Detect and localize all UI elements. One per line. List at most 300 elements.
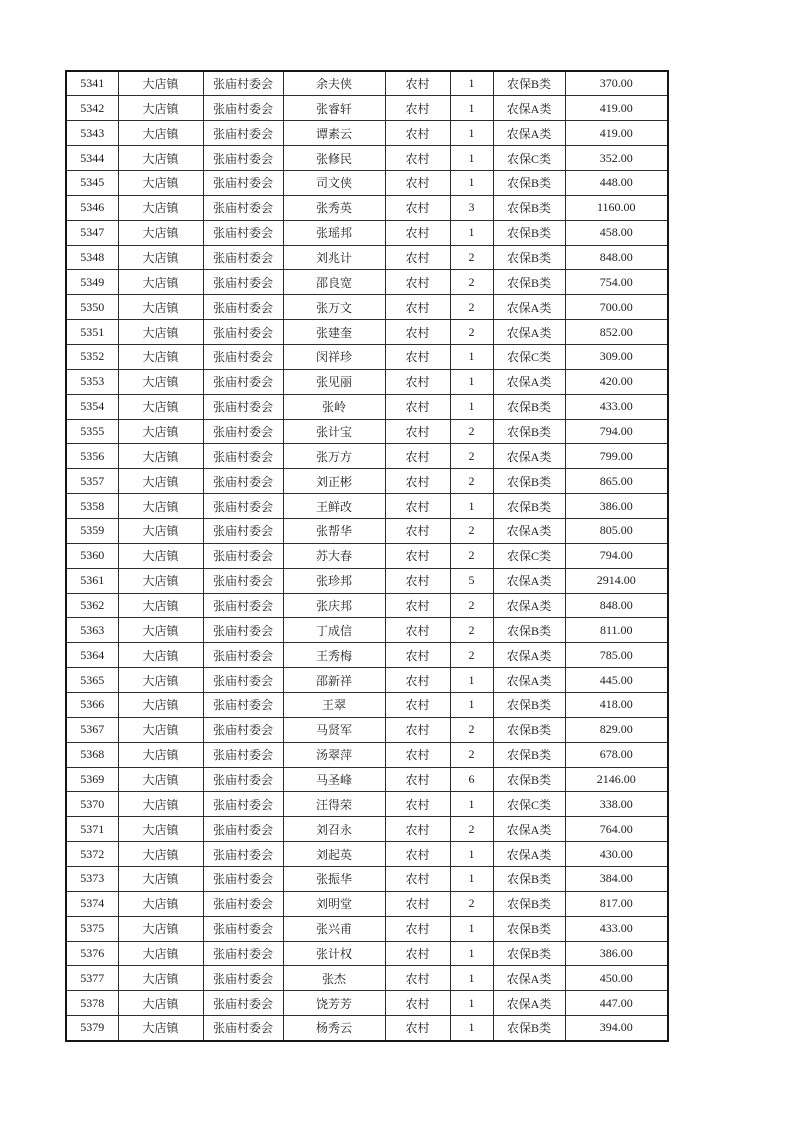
table-row bbox=[66, 344, 668, 369]
cell-person-name: 司文侠 bbox=[283, 170, 385, 195]
cell-amount: 2914.00 bbox=[565, 568, 668, 593]
cell-town: 大店镇 bbox=[118, 643, 203, 668]
table-row bbox=[66, 295, 668, 320]
cell-serial: 5369 bbox=[66, 767, 118, 792]
cell-town: 大店镇 bbox=[118, 991, 203, 1016]
cell-area-type: 农村 bbox=[385, 916, 450, 941]
cell-person-name: 张振华 bbox=[283, 867, 385, 892]
cell-person-name: 刘起英 bbox=[283, 842, 385, 867]
cell-serial: 5351 bbox=[66, 320, 118, 345]
cell-insurance-type: 农保A类 bbox=[493, 444, 565, 469]
cell-town: 大店镇 bbox=[118, 419, 203, 444]
cell-town: 大店镇 bbox=[118, 494, 203, 519]
cell-person-name: 刘正彬 bbox=[283, 469, 385, 494]
cell-serial: 5357 bbox=[66, 469, 118, 494]
cell-area-type: 农村 bbox=[385, 767, 450, 792]
cell-village: 张庙村委会 bbox=[203, 767, 283, 792]
cell-serial: 5356 bbox=[66, 444, 118, 469]
cell-area-type: 农村 bbox=[385, 369, 450, 394]
cell-person-count: 2 bbox=[450, 593, 493, 618]
cell-town: 大店镇 bbox=[118, 146, 203, 171]
table-row bbox=[66, 71, 668, 96]
cell-person-name: 谭素云 bbox=[283, 121, 385, 146]
cell-serial: 5352 bbox=[66, 344, 118, 369]
table-row bbox=[66, 444, 668, 469]
cell-village: 张庙村委会 bbox=[203, 842, 283, 867]
cell-insurance-type: 农保B类 bbox=[493, 270, 565, 295]
cell-village: 张庙村委会 bbox=[203, 891, 283, 916]
cell-town: 大店镇 bbox=[118, 792, 203, 817]
cell-person-name: 闵祥珍 bbox=[283, 344, 385, 369]
cell-area-type: 农村 bbox=[385, 1016, 450, 1041]
cell-village: 张庙村委会 bbox=[203, 469, 283, 494]
cell-person-name: 刘明堂 bbox=[283, 891, 385, 916]
table-row bbox=[66, 1016, 668, 1041]
cell-area-type: 农村 bbox=[385, 568, 450, 593]
cell-village: 张庙村委会 bbox=[203, 245, 283, 270]
cell-village: 张庙村委会 bbox=[203, 170, 283, 195]
cell-area-type: 农村 bbox=[385, 668, 450, 693]
cell-person-name: 杨秀云 bbox=[283, 1016, 385, 1041]
cell-person-count: 6 bbox=[450, 767, 493, 792]
table-row bbox=[66, 643, 668, 668]
cell-area-type: 农村 bbox=[385, 867, 450, 892]
cell-village: 张庙村委会 bbox=[203, 668, 283, 693]
cell-serial: 5376 bbox=[66, 941, 118, 966]
cell-person-count: 1 bbox=[450, 842, 493, 867]
cell-person-count: 2 bbox=[450, 320, 493, 345]
cell-amount: 433.00 bbox=[565, 394, 668, 419]
cell-person-name: 丁成信 bbox=[283, 618, 385, 643]
cell-amount: 433.00 bbox=[565, 916, 668, 941]
cell-town: 大店镇 bbox=[118, 966, 203, 991]
cell-insurance-type: 农保B类 bbox=[493, 941, 565, 966]
cell-person-name: 汪得荣 bbox=[283, 792, 385, 817]
table-row bbox=[66, 767, 668, 792]
cell-amount: 785.00 bbox=[565, 643, 668, 668]
cell-town: 大店镇 bbox=[118, 568, 203, 593]
cell-person-count: 1 bbox=[450, 941, 493, 966]
cell-person-count: 1 bbox=[450, 121, 493, 146]
cell-serial: 5359 bbox=[66, 518, 118, 543]
table-row bbox=[66, 941, 668, 966]
cell-serial: 5343 bbox=[66, 121, 118, 146]
cell-village: 张庙村委会 bbox=[203, 941, 283, 966]
cell-town: 大店镇 bbox=[118, 518, 203, 543]
cell-village: 张庙村委会 bbox=[203, 692, 283, 717]
cell-person-count: 2 bbox=[450, 717, 493, 742]
cell-town: 大店镇 bbox=[118, 692, 203, 717]
cell-person-name: 马贤军 bbox=[283, 717, 385, 742]
cell-person-count: 2 bbox=[450, 444, 493, 469]
cell-insurance-type: 农保B类 bbox=[493, 469, 565, 494]
cell-amount: 338.00 bbox=[565, 792, 668, 817]
cell-person-count: 2 bbox=[450, 742, 493, 767]
cell-serial: 5350 bbox=[66, 295, 118, 320]
cell-village: 张庙村委会 bbox=[203, 618, 283, 643]
cell-area-type: 农村 bbox=[385, 146, 450, 171]
cell-amount: 852.00 bbox=[565, 320, 668, 345]
cell-village: 张庙村委会 bbox=[203, 568, 283, 593]
cell-amount: 418.00 bbox=[565, 692, 668, 717]
table-row bbox=[66, 170, 668, 195]
cell-serial: 5364 bbox=[66, 643, 118, 668]
table-row bbox=[66, 842, 668, 867]
cell-village: 张庙村委会 bbox=[203, 195, 283, 220]
cell-town: 大店镇 bbox=[118, 270, 203, 295]
cell-town: 大店镇 bbox=[118, 444, 203, 469]
cell-insurance-type: 农保B类 bbox=[493, 170, 565, 195]
cell-serial: 5378 bbox=[66, 991, 118, 1016]
cell-town: 大店镇 bbox=[118, 1016, 203, 1041]
cell-insurance-type: 农保A类 bbox=[493, 991, 565, 1016]
cell-town: 大店镇 bbox=[118, 170, 203, 195]
cell-area-type: 农村 bbox=[385, 444, 450, 469]
cell-village: 张庙村委会 bbox=[203, 444, 283, 469]
cell-village: 张庙村委会 bbox=[203, 792, 283, 817]
cell-insurance-type: 农保A类 bbox=[493, 842, 565, 867]
cell-amount: 458.00 bbox=[565, 220, 668, 245]
cell-person-name: 刘召永 bbox=[283, 817, 385, 842]
cell-area-type: 农村 bbox=[385, 543, 450, 568]
cell-town: 大店镇 bbox=[118, 842, 203, 867]
cell-area-type: 农村 bbox=[385, 842, 450, 867]
cell-village: 张庙村委会 bbox=[203, 220, 283, 245]
table-row bbox=[66, 245, 668, 270]
cell-person-name: 张帮华 bbox=[283, 518, 385, 543]
cell-insurance-type: 农保B类 bbox=[493, 394, 565, 419]
cell-village: 张庙村委会 bbox=[203, 146, 283, 171]
cell-amount: 352.00 bbox=[565, 146, 668, 171]
cell-area-type: 农村 bbox=[385, 419, 450, 444]
cell-person-count: 1 bbox=[450, 170, 493, 195]
cell-insurance-type: 农保B类 bbox=[493, 767, 565, 792]
cell-person-count: 1 bbox=[450, 991, 493, 1016]
cell-village: 张庙村委会 bbox=[203, 1016, 283, 1041]
cell-serial: 5342 bbox=[66, 96, 118, 121]
cell-insurance-type: 农保A类 bbox=[493, 568, 565, 593]
table-row bbox=[66, 146, 668, 171]
cell-amount: 419.00 bbox=[565, 121, 668, 146]
cell-person-count: 1 bbox=[450, 966, 493, 991]
cell-serial: 5348 bbox=[66, 245, 118, 270]
cell-area-type: 农村 bbox=[385, 71, 450, 96]
cell-person-count: 3 bbox=[450, 195, 493, 220]
table-row bbox=[66, 96, 668, 121]
cell-village: 张庙村委会 bbox=[203, 344, 283, 369]
cell-person-count: 1 bbox=[450, 668, 493, 693]
cell-person-name: 张修民 bbox=[283, 146, 385, 171]
cell-person-count: 1 bbox=[450, 916, 493, 941]
cell-amount: 309.00 bbox=[565, 344, 668, 369]
cell-amount: 848.00 bbox=[565, 245, 668, 270]
cell-person-count: 1 bbox=[450, 394, 493, 419]
cell-person-count: 1 bbox=[450, 792, 493, 817]
cell-serial: 5368 bbox=[66, 742, 118, 767]
cell-person-name: 张瑶邦 bbox=[283, 220, 385, 245]
cell-town: 大店镇 bbox=[118, 71, 203, 96]
cell-area-type: 农村 bbox=[385, 121, 450, 146]
cell-town: 大店镇 bbox=[118, 742, 203, 767]
cell-amount: 678.00 bbox=[565, 742, 668, 767]
table-row bbox=[66, 121, 668, 146]
cell-person-count: 2 bbox=[450, 245, 493, 270]
cell-person-name: 张睿轩 bbox=[283, 96, 385, 121]
cell-serial: 5344 bbox=[66, 146, 118, 171]
cell-village: 张庙村委会 bbox=[203, 394, 283, 419]
table-row bbox=[66, 916, 668, 941]
table-row bbox=[66, 320, 668, 345]
cell-amount: 794.00 bbox=[565, 543, 668, 568]
cell-serial: 5358 bbox=[66, 494, 118, 519]
table-row bbox=[66, 668, 668, 693]
cell-serial: 5361 bbox=[66, 568, 118, 593]
cell-person-name: 张万文 bbox=[283, 295, 385, 320]
cell-village: 张庙村委会 bbox=[203, 494, 283, 519]
cell-village: 张庙村委会 bbox=[203, 96, 283, 121]
cell-area-type: 农村 bbox=[385, 692, 450, 717]
cell-area-type: 农村 bbox=[385, 518, 450, 543]
cell-village: 张庙村委会 bbox=[203, 966, 283, 991]
cell-person-name: 邵良宽 bbox=[283, 270, 385, 295]
cell-person-count: 1 bbox=[450, 369, 493, 394]
cell-insurance-type: 农保B类 bbox=[493, 742, 565, 767]
cell-town: 大店镇 bbox=[118, 618, 203, 643]
cell-village: 张庙村委会 bbox=[203, 593, 283, 618]
cell-person-name: 王翠 bbox=[283, 692, 385, 717]
cell-person-name: 苏大春 bbox=[283, 543, 385, 568]
cell-area-type: 农村 bbox=[385, 717, 450, 742]
cell-insurance-type: 农保A类 bbox=[493, 320, 565, 345]
cell-area-type: 农村 bbox=[385, 742, 450, 767]
cell-person-count: 1 bbox=[450, 1016, 493, 1041]
cell-village: 张庙村委会 bbox=[203, 270, 283, 295]
cell-person-name: 张兴甫 bbox=[283, 916, 385, 941]
cell-village: 张庙村委会 bbox=[203, 717, 283, 742]
cell-person-count: 2 bbox=[450, 643, 493, 668]
cell-serial: 5353 bbox=[66, 369, 118, 394]
cell-serial: 5354 bbox=[66, 394, 118, 419]
cell-insurance-type: 农保A类 bbox=[493, 593, 565, 618]
cell-village: 张庙村委会 bbox=[203, 419, 283, 444]
cell-area-type: 农村 bbox=[385, 891, 450, 916]
cell-amount: 794.00 bbox=[565, 419, 668, 444]
cell-town: 大店镇 bbox=[118, 320, 203, 345]
cell-area-type: 农村 bbox=[385, 991, 450, 1016]
cell-person-name: 王鲜改 bbox=[283, 494, 385, 519]
pension-roster-table bbox=[65, 70, 669, 1042]
cell-serial: 5373 bbox=[66, 867, 118, 892]
cell-town: 大店镇 bbox=[118, 916, 203, 941]
table-row bbox=[66, 817, 668, 842]
cell-town: 大店镇 bbox=[118, 369, 203, 394]
cell-area-type: 农村 bbox=[385, 792, 450, 817]
cell-amount: 448.00 bbox=[565, 170, 668, 195]
cell-serial: 5360 bbox=[66, 543, 118, 568]
cell-amount: 799.00 bbox=[565, 444, 668, 469]
table-row bbox=[66, 270, 668, 295]
cell-insurance-type: 农保B类 bbox=[493, 494, 565, 519]
cell-amount: 848.00 bbox=[565, 593, 668, 618]
cell-person-name: 饶芳芳 bbox=[283, 991, 385, 1016]
cell-person-count: 1 bbox=[450, 96, 493, 121]
cell-amount: 386.00 bbox=[565, 494, 668, 519]
cell-town: 大店镇 bbox=[118, 817, 203, 842]
table-row bbox=[66, 891, 668, 916]
cell-insurance-type: 农保B类 bbox=[493, 71, 565, 96]
cell-person-count: 5 bbox=[450, 568, 493, 593]
cell-insurance-type: 农保B类 bbox=[493, 1016, 565, 1041]
cell-insurance-type: 农保B类 bbox=[493, 867, 565, 892]
cell-town: 大店镇 bbox=[118, 668, 203, 693]
cell-insurance-type: 农保A类 bbox=[493, 518, 565, 543]
cell-village: 张庙村委会 bbox=[203, 643, 283, 668]
cell-area-type: 农村 bbox=[385, 270, 450, 295]
table-row bbox=[66, 618, 668, 643]
cell-area-type: 农村 bbox=[385, 344, 450, 369]
cell-person-count: 2 bbox=[450, 270, 493, 295]
table-row bbox=[66, 867, 668, 892]
cell-insurance-type: 农保A类 bbox=[493, 668, 565, 693]
cell-amount: 419.00 bbox=[565, 96, 668, 121]
cell-area-type: 农村 bbox=[385, 195, 450, 220]
cell-serial: 5379 bbox=[66, 1016, 118, 1041]
table-row bbox=[66, 195, 668, 220]
cell-insurance-type: 农保B类 bbox=[493, 245, 565, 270]
cell-person-name: 张万方 bbox=[283, 444, 385, 469]
cell-area-type: 农村 bbox=[385, 941, 450, 966]
cell-person-count: 2 bbox=[450, 518, 493, 543]
cell-town: 大店镇 bbox=[118, 344, 203, 369]
cell-serial: 5374 bbox=[66, 891, 118, 916]
cell-area-type: 农村 bbox=[385, 643, 450, 668]
cell-person-count: 2 bbox=[450, 469, 493, 494]
table-row bbox=[66, 543, 668, 568]
cell-amount: 2146.00 bbox=[565, 767, 668, 792]
cell-insurance-type: 农保C类 bbox=[493, 543, 565, 568]
cell-person-name: 张庆邦 bbox=[283, 593, 385, 618]
cell-insurance-type: 农保B类 bbox=[493, 916, 565, 941]
cell-area-type: 农村 bbox=[385, 220, 450, 245]
cell-person-name: 张建奎 bbox=[283, 320, 385, 345]
table-row bbox=[66, 494, 668, 519]
cell-person-count: 1 bbox=[450, 146, 493, 171]
cell-insurance-type: 农保A类 bbox=[493, 369, 565, 394]
table-row bbox=[66, 220, 668, 245]
cell-area-type: 农村 bbox=[385, 96, 450, 121]
cell-area-type: 农村 bbox=[385, 320, 450, 345]
table-row bbox=[66, 966, 668, 991]
cell-person-name: 张杰 bbox=[283, 966, 385, 991]
cell-amount: 805.00 bbox=[565, 518, 668, 543]
cell-village: 张庙村委会 bbox=[203, 817, 283, 842]
cell-serial: 5371 bbox=[66, 817, 118, 842]
cell-area-type: 农村 bbox=[385, 394, 450, 419]
cell-person-name: 张计权 bbox=[283, 941, 385, 966]
cell-town: 大店镇 bbox=[118, 295, 203, 320]
cell-insurance-type: 农保B类 bbox=[493, 618, 565, 643]
table-row bbox=[66, 991, 668, 1016]
table-row bbox=[66, 717, 668, 742]
cell-person-name: 余夫侠 bbox=[283, 71, 385, 96]
table-body bbox=[66, 71, 668, 1041]
cell-town: 大店镇 bbox=[118, 593, 203, 618]
table-row bbox=[66, 369, 668, 394]
cell-area-type: 农村 bbox=[385, 245, 450, 270]
cell-village: 张庙村委会 bbox=[203, 369, 283, 394]
cell-person-count: 2 bbox=[450, 543, 493, 568]
cell-person-name: 王秀梅 bbox=[283, 643, 385, 668]
cell-insurance-type: 农保B类 bbox=[493, 891, 565, 916]
table-row bbox=[66, 518, 668, 543]
cell-serial: 5370 bbox=[66, 792, 118, 817]
cell-serial: 5347 bbox=[66, 220, 118, 245]
cell-town: 大店镇 bbox=[118, 394, 203, 419]
cell-insurance-type: 农保A类 bbox=[493, 295, 565, 320]
cell-person-count: 2 bbox=[450, 817, 493, 842]
cell-area-type: 农村 bbox=[385, 295, 450, 320]
cell-town: 大店镇 bbox=[118, 891, 203, 916]
cell-village: 张庙村委会 bbox=[203, 71, 283, 96]
cell-town: 大店镇 bbox=[118, 220, 203, 245]
cell-serial: 5362 bbox=[66, 593, 118, 618]
cell-amount: 420.00 bbox=[565, 369, 668, 394]
cell-insurance-type: 农保B类 bbox=[493, 220, 565, 245]
cell-person-name: 张珍邦 bbox=[283, 568, 385, 593]
cell-town: 大店镇 bbox=[118, 767, 203, 792]
cell-person-count: 1 bbox=[450, 494, 493, 519]
cell-amount: 754.00 bbox=[565, 270, 668, 295]
cell-amount: 865.00 bbox=[565, 469, 668, 494]
cell-person-count: 1 bbox=[450, 220, 493, 245]
cell-area-type: 农村 bbox=[385, 593, 450, 618]
table-row bbox=[66, 742, 668, 767]
cell-village: 张庙村委会 bbox=[203, 867, 283, 892]
cell-person-count: 2 bbox=[450, 419, 493, 444]
cell-serial: 5363 bbox=[66, 618, 118, 643]
cell-town: 大店镇 bbox=[118, 96, 203, 121]
cell-amount: 447.00 bbox=[565, 991, 668, 1016]
cell-serial: 5366 bbox=[66, 692, 118, 717]
cell-person-count: 2 bbox=[450, 618, 493, 643]
table-row bbox=[66, 568, 668, 593]
cell-area-type: 农村 bbox=[385, 469, 450, 494]
cell-town: 大店镇 bbox=[118, 245, 203, 270]
cell-person-count: 1 bbox=[450, 71, 493, 96]
cell-village: 张庙村委会 bbox=[203, 916, 283, 941]
cell-person-count: 1 bbox=[450, 867, 493, 892]
cell-town: 大店镇 bbox=[118, 121, 203, 146]
cell-insurance-type: 农保A类 bbox=[493, 817, 565, 842]
table-row bbox=[66, 394, 668, 419]
cell-person-count: 2 bbox=[450, 891, 493, 916]
cell-amount: 445.00 bbox=[565, 668, 668, 693]
cell-insurance-type: 农保B类 bbox=[493, 195, 565, 220]
cell-area-type: 农村 bbox=[385, 618, 450, 643]
cell-insurance-type: 农保C类 bbox=[493, 792, 565, 817]
cell-town: 大店镇 bbox=[118, 195, 203, 220]
cell-person-name: 张计宝 bbox=[283, 419, 385, 444]
cell-serial: 5345 bbox=[66, 170, 118, 195]
cell-insurance-type: 农保B类 bbox=[493, 692, 565, 717]
cell-area-type: 农村 bbox=[385, 817, 450, 842]
cell-village: 张庙村委会 bbox=[203, 320, 283, 345]
cell-insurance-type: 农保A类 bbox=[493, 643, 565, 668]
cell-insurance-type: 农保B类 bbox=[493, 717, 565, 742]
cell-serial: 5372 bbox=[66, 842, 118, 867]
cell-person-name: 张秀英 bbox=[283, 195, 385, 220]
cell-insurance-type: 农保A类 bbox=[493, 96, 565, 121]
